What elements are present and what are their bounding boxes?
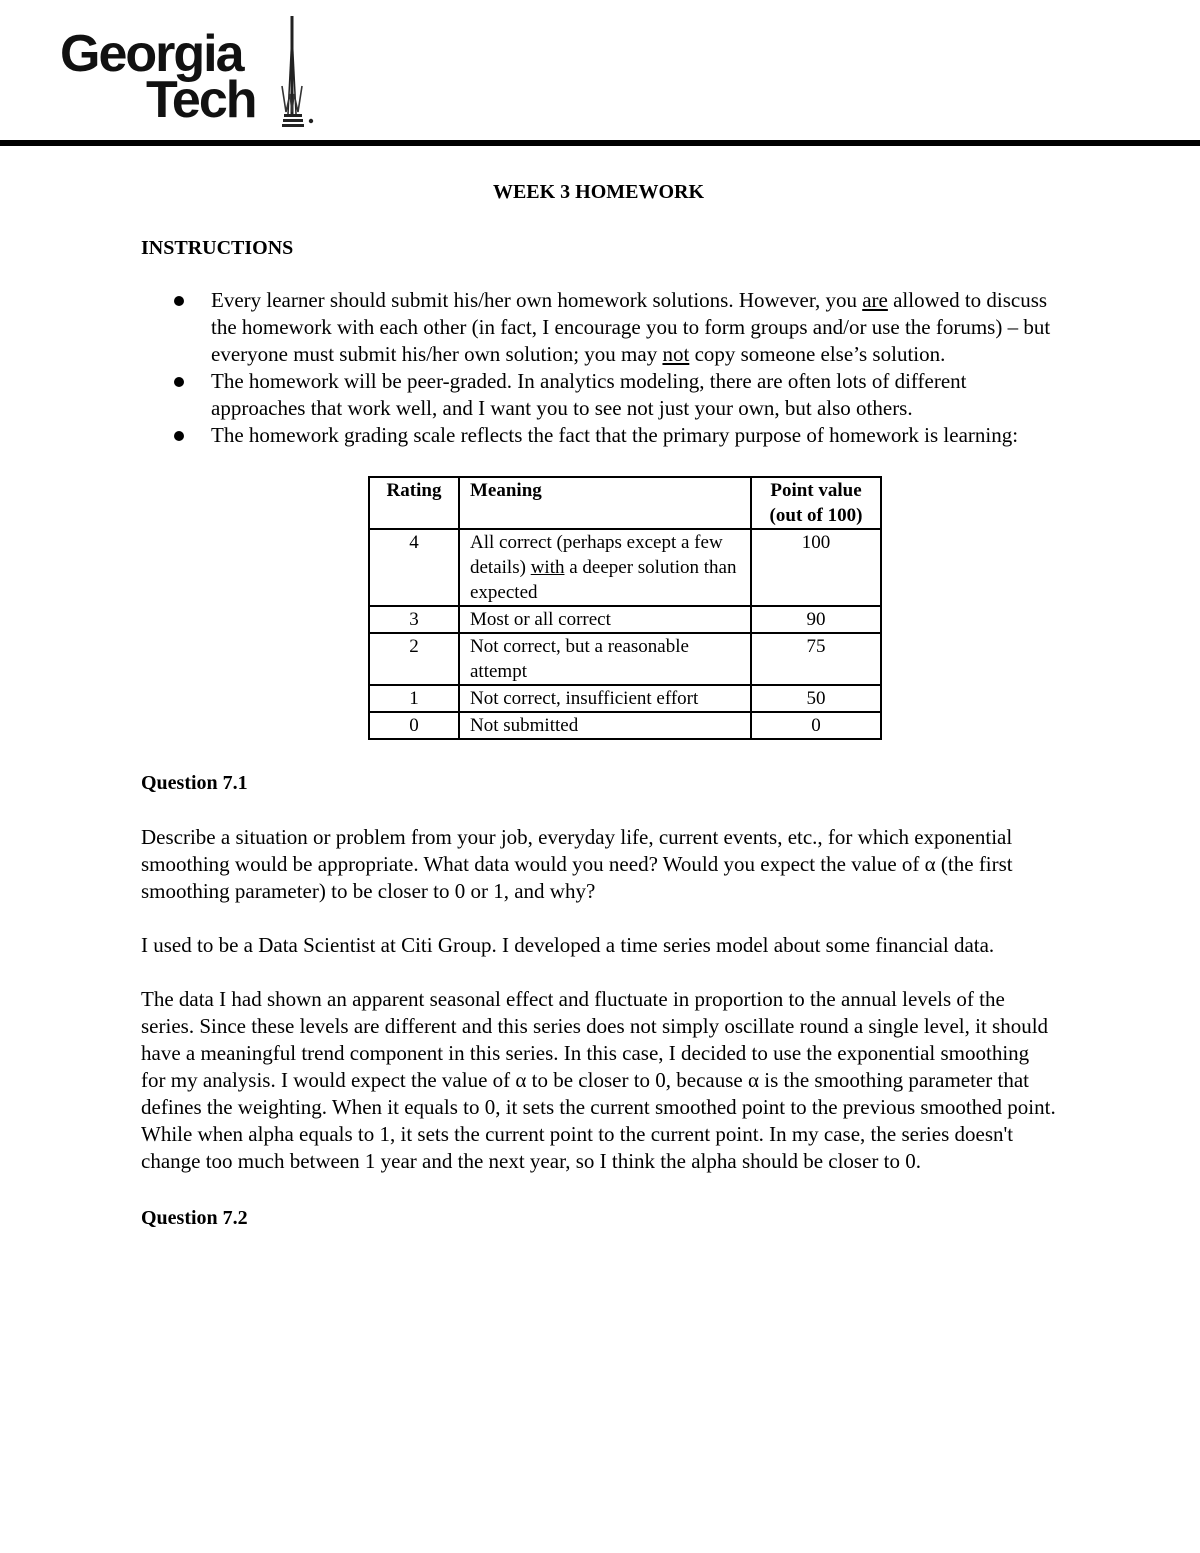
cell-points: 0 [751, 712, 881, 739]
header-meaning: Meaning [459, 477, 751, 529]
instruction-text: The homework grading scale reflects the fact that the primary purpose of homework is learning: [211, 423, 1019, 447]
meaning-text-part: a deeper solution than expected [470, 557, 737, 603]
instruction-text [211, 288, 1050, 366]
question-7-1-heading: Question 7.1 [141, 772, 248, 794]
header-rating: Rating [369, 477, 459, 529]
table-row [369, 529, 881, 606]
table-row [369, 712, 881, 739]
logo-line-tech: Tech [146, 71, 256, 129]
cell-rating: 4 [369, 529, 459, 606]
georgia-tech-logo [60, 14, 330, 132]
table-row [369, 606, 881, 633]
cell-points: 75 [751, 633, 881, 685]
instruction-item [141, 422, 1056, 449]
cell-rating: 2 [369, 633, 459, 685]
bullet-icon [174, 296, 184, 306]
cell-meaning: Not correct, insufficient effort [459, 685, 751, 712]
underlined-are: are [862, 288, 888, 312]
table-row [369, 633, 881, 685]
document-body [141, 176, 1056, 1232]
cell-points: 90 [751, 606, 881, 633]
grading-scale-table [368, 476, 882, 740]
header-point-value-line2: (out of 100) [769, 505, 863, 526]
instruction-text-part: copy someone else’s solution. [689, 342, 946, 366]
instructions-heading: INSTRUCTIONS [141, 237, 294, 259]
question-7-1-prompt: Describe a situation or problem from your job, everyday life, current events, etc., for which exponential smoothing would be appropriate. What data would you need? Would you expect the value of α (the first smoothing parameter) to be closer to 0 or 1, and why? [141, 825, 1013, 903]
cell-points: 100 [751, 529, 881, 606]
underlined-not: not [662, 342, 690, 366]
cell-rating: 0 [369, 712, 459, 739]
cell-meaning: Most or all correct [459, 606, 751, 633]
instruction-text: The homework will be peer-graded. In analytics modeling, there are often lots of different approaches that work well, and I want you to see not just your own, but also others. [211, 369, 967, 420]
header-rule [0, 140, 1200, 146]
header-point-value-line1: Point value [770, 480, 862, 501]
cell-points: 50 [751, 685, 881, 712]
logo-line-georgia: Georgia [60, 25, 243, 83]
instruction-text-part: Every learner should submit his/her own homework solutions. However, you [211, 288, 863, 312]
cell-meaning: Not submitted [459, 712, 751, 739]
instruction-item [141, 368, 1056, 422]
document-title: WEEK 3 HOMEWORK [492, 181, 705, 203]
instruction-text-part: allowed to discuss the homework with each other (in fact, I encourage you to form groups and/or use the forums) – but everyone must submit his/her own solution; you may [211, 288, 1051, 366]
meaning-text-part: All correct (perhaps except a few details) [470, 532, 723, 578]
question-7-2-heading: Question 7.2 [141, 1207, 248, 1229]
cell-rating: 3 [369, 606, 459, 633]
table-row [369, 685, 881, 712]
bullet-icon [174, 431, 184, 441]
header-point-value [751, 477, 881, 529]
tech-tower-icon [278, 14, 322, 129]
instruction-item [141, 287, 1056, 368]
table-header-row [369, 477, 881, 529]
answer-paragraph-1: I used to be a Data Scientist at Citi Group. I developed a time series model about some financial data. [141, 933, 995, 957]
answer-paragraph-2: The data I had shown an apparent seasonal effect and fluctuate in proportion to the annual levels of the series. Since these levels are different and this series does not simply oscillate round a single level, it should have a meaningful trend component in this series. In this case, I decided to use the exponential smoothing for my analysis. I would expect the value of α to be closer to 0, because α is the smoothing parameter that defines the weighting. When it equals to 0, it sets the current smoothed point to the previous smoothed point. While when alpha equals to 1, it sets the current point to the current point. In my case, the series doesn't change too much between 1 year and the next year, so I think the alpha should be closer to 0. [141, 987, 1056, 1173]
instructions-list [141, 287, 1056, 449]
bullet-icon [174, 377, 184, 387]
cell-rating: 1 [369, 685, 459, 712]
cell-meaning: Not correct, but a reasonable attempt [459, 633, 751, 685]
underlined-with: with [530, 557, 565, 578]
cell-meaning [459, 529, 751, 606]
